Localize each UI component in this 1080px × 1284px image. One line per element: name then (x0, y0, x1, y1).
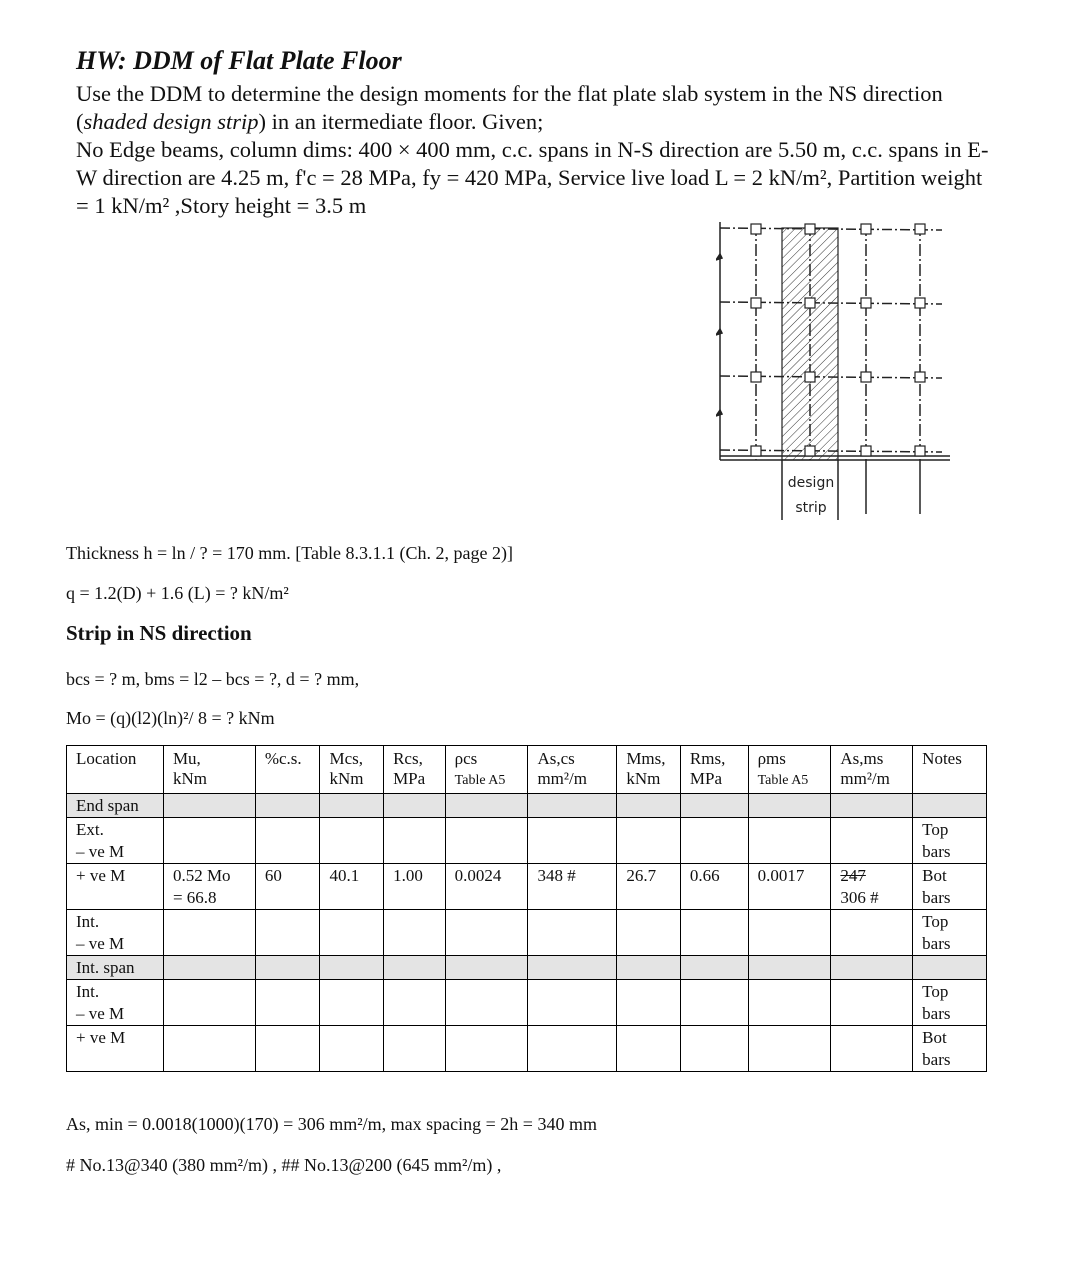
strip-label-1: design (787, 475, 835, 491)
header-pct-cs: %c.s. (255, 746, 320, 794)
ddm-table (66, 745, 987, 1072)
header-rcs: Rcs, MPa (384, 746, 446, 794)
problem-statement (76, 80, 996, 220)
floor-plan-diagram (716, 214, 950, 520)
intro-text-italic: shaded design strip (83, 109, 259, 134)
header-rho-ms: ρms Table A5 (748, 746, 831, 794)
section-end-span: End span (67, 794, 164, 818)
as-min-line: As, min = 0.0018(1000)(170) = 306 mm²/m, max spacing = 2h = 340 mm (66, 1114, 597, 1134)
table-row: Int. – ve M Top bars (67, 910, 987, 956)
header-mcs: Mcs, kNm (320, 746, 384, 794)
intro-text-a: Use the DDM to determine the design moments for the flat plate slab system in the NS direction ( (76, 81, 943, 134)
header-mms: Mms, kNm (617, 746, 681, 794)
strip-width-line: bcs = ? m, bms = l2 – bcs = ?, d = ? mm, (66, 669, 360, 689)
given-data: No Edge beams, column dims: 400 × 400 mm, c.c. spans in N-S direction are 5.50 m, c.c. spans in E-W direction are 4.25 m, f'c = 28 MPa, fy = 420 MPa, Service live load L = 2 kN/m², Partition weight = 1 kN/m² ,Story height = 3.5 m (76, 137, 989, 218)
strip-label-2: strip (795, 500, 827, 516)
header-notes: Notes (913, 746, 987, 794)
page-title: HW: DDM of Flat Plate Floor (76, 46, 402, 75)
header-rho-cs: ρcs Table A5 (445, 746, 528, 794)
table-section-row (67, 794, 987, 818)
table-row: + ve M 0.52 Mo = 66.8 60 40.1 1.00 0.0024 348 # 26.7 0.66 0.0017 247 306 # Bot bars (67, 864, 987, 910)
table-section-row (67, 956, 987, 980)
section-heading: Strip in NS direction (66, 621, 252, 645)
thickness-line: Thickness h = ln / ? = 170 mm. [Table 8.3.1.1 (Ch. 2, page 2)] (66, 543, 513, 563)
header-as-cs: As,cs mm²/m (528, 746, 617, 794)
static-moment-line: Mo = (q)(l2)(ln)²/ 8 = ? kNm (66, 708, 275, 728)
table-row: Ext. – ve M Top bars (67, 818, 987, 864)
intro-text-b: ) in an itermediate floor. Given; (258, 109, 544, 134)
header-location: Location (67, 746, 164, 794)
load-line: q = 1.2(D) + 1.6 (L) = ? kN/m² (66, 583, 289, 603)
header-mu: Mu, kNm (163, 746, 255, 794)
header-rms: Rms, MPa (680, 746, 748, 794)
header-as-ms: As,ms mm²/m (831, 746, 913, 794)
section-int-span: Int. span (67, 956, 164, 980)
bar-spacing-line: # No.13@340 (380 mm²/m) , ## No.13@200 (645 mm²/m) , (66, 1155, 502, 1175)
table-row: + ve M Bot bars (67, 1026, 987, 1072)
table-row: Int. – ve M Top bars (67, 980, 987, 1026)
